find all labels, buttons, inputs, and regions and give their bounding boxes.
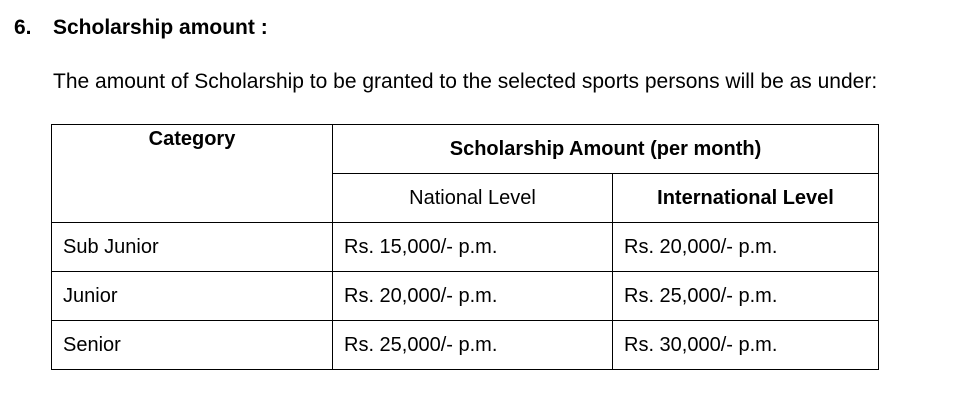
category-cell: Junior xyxy=(52,272,333,321)
category-cell: Sub Junior xyxy=(52,223,333,272)
amount-header: Scholarship Amount (per month) xyxy=(333,125,879,174)
international-amount-cell: Rs. 20,000/- p.m. xyxy=(613,223,879,272)
section-number: 6. xyxy=(14,16,32,39)
category-header: Category xyxy=(52,125,333,223)
intro-paragraph: The amount of Scholarship to be granted to the selected sports persons will be as under: xyxy=(53,70,878,93)
international-amount-cell: Rs. 25,000/- p.m. xyxy=(613,272,879,321)
table-row xyxy=(52,272,879,321)
national-amount-cell: Rs. 20,000/- p.m. xyxy=(333,272,613,321)
international-amount-cell: Rs. 30,000/- p.m. xyxy=(613,321,879,370)
national-amount-cell: Rs. 25,000/- p.m. xyxy=(333,321,613,370)
category-cell: Senior xyxy=(52,321,333,370)
scholarship-table xyxy=(51,124,879,370)
national-level-header: National Level xyxy=(333,174,613,223)
table-row xyxy=(52,321,879,370)
table-header-row xyxy=(52,125,879,174)
national-amount-cell: Rs. 15,000/- p.m. xyxy=(333,223,613,272)
section-heading xyxy=(14,16,268,40)
table-row xyxy=(52,223,879,272)
international-level-header: International Level xyxy=(613,174,879,223)
section-title: Scholarship amount : xyxy=(53,16,268,39)
